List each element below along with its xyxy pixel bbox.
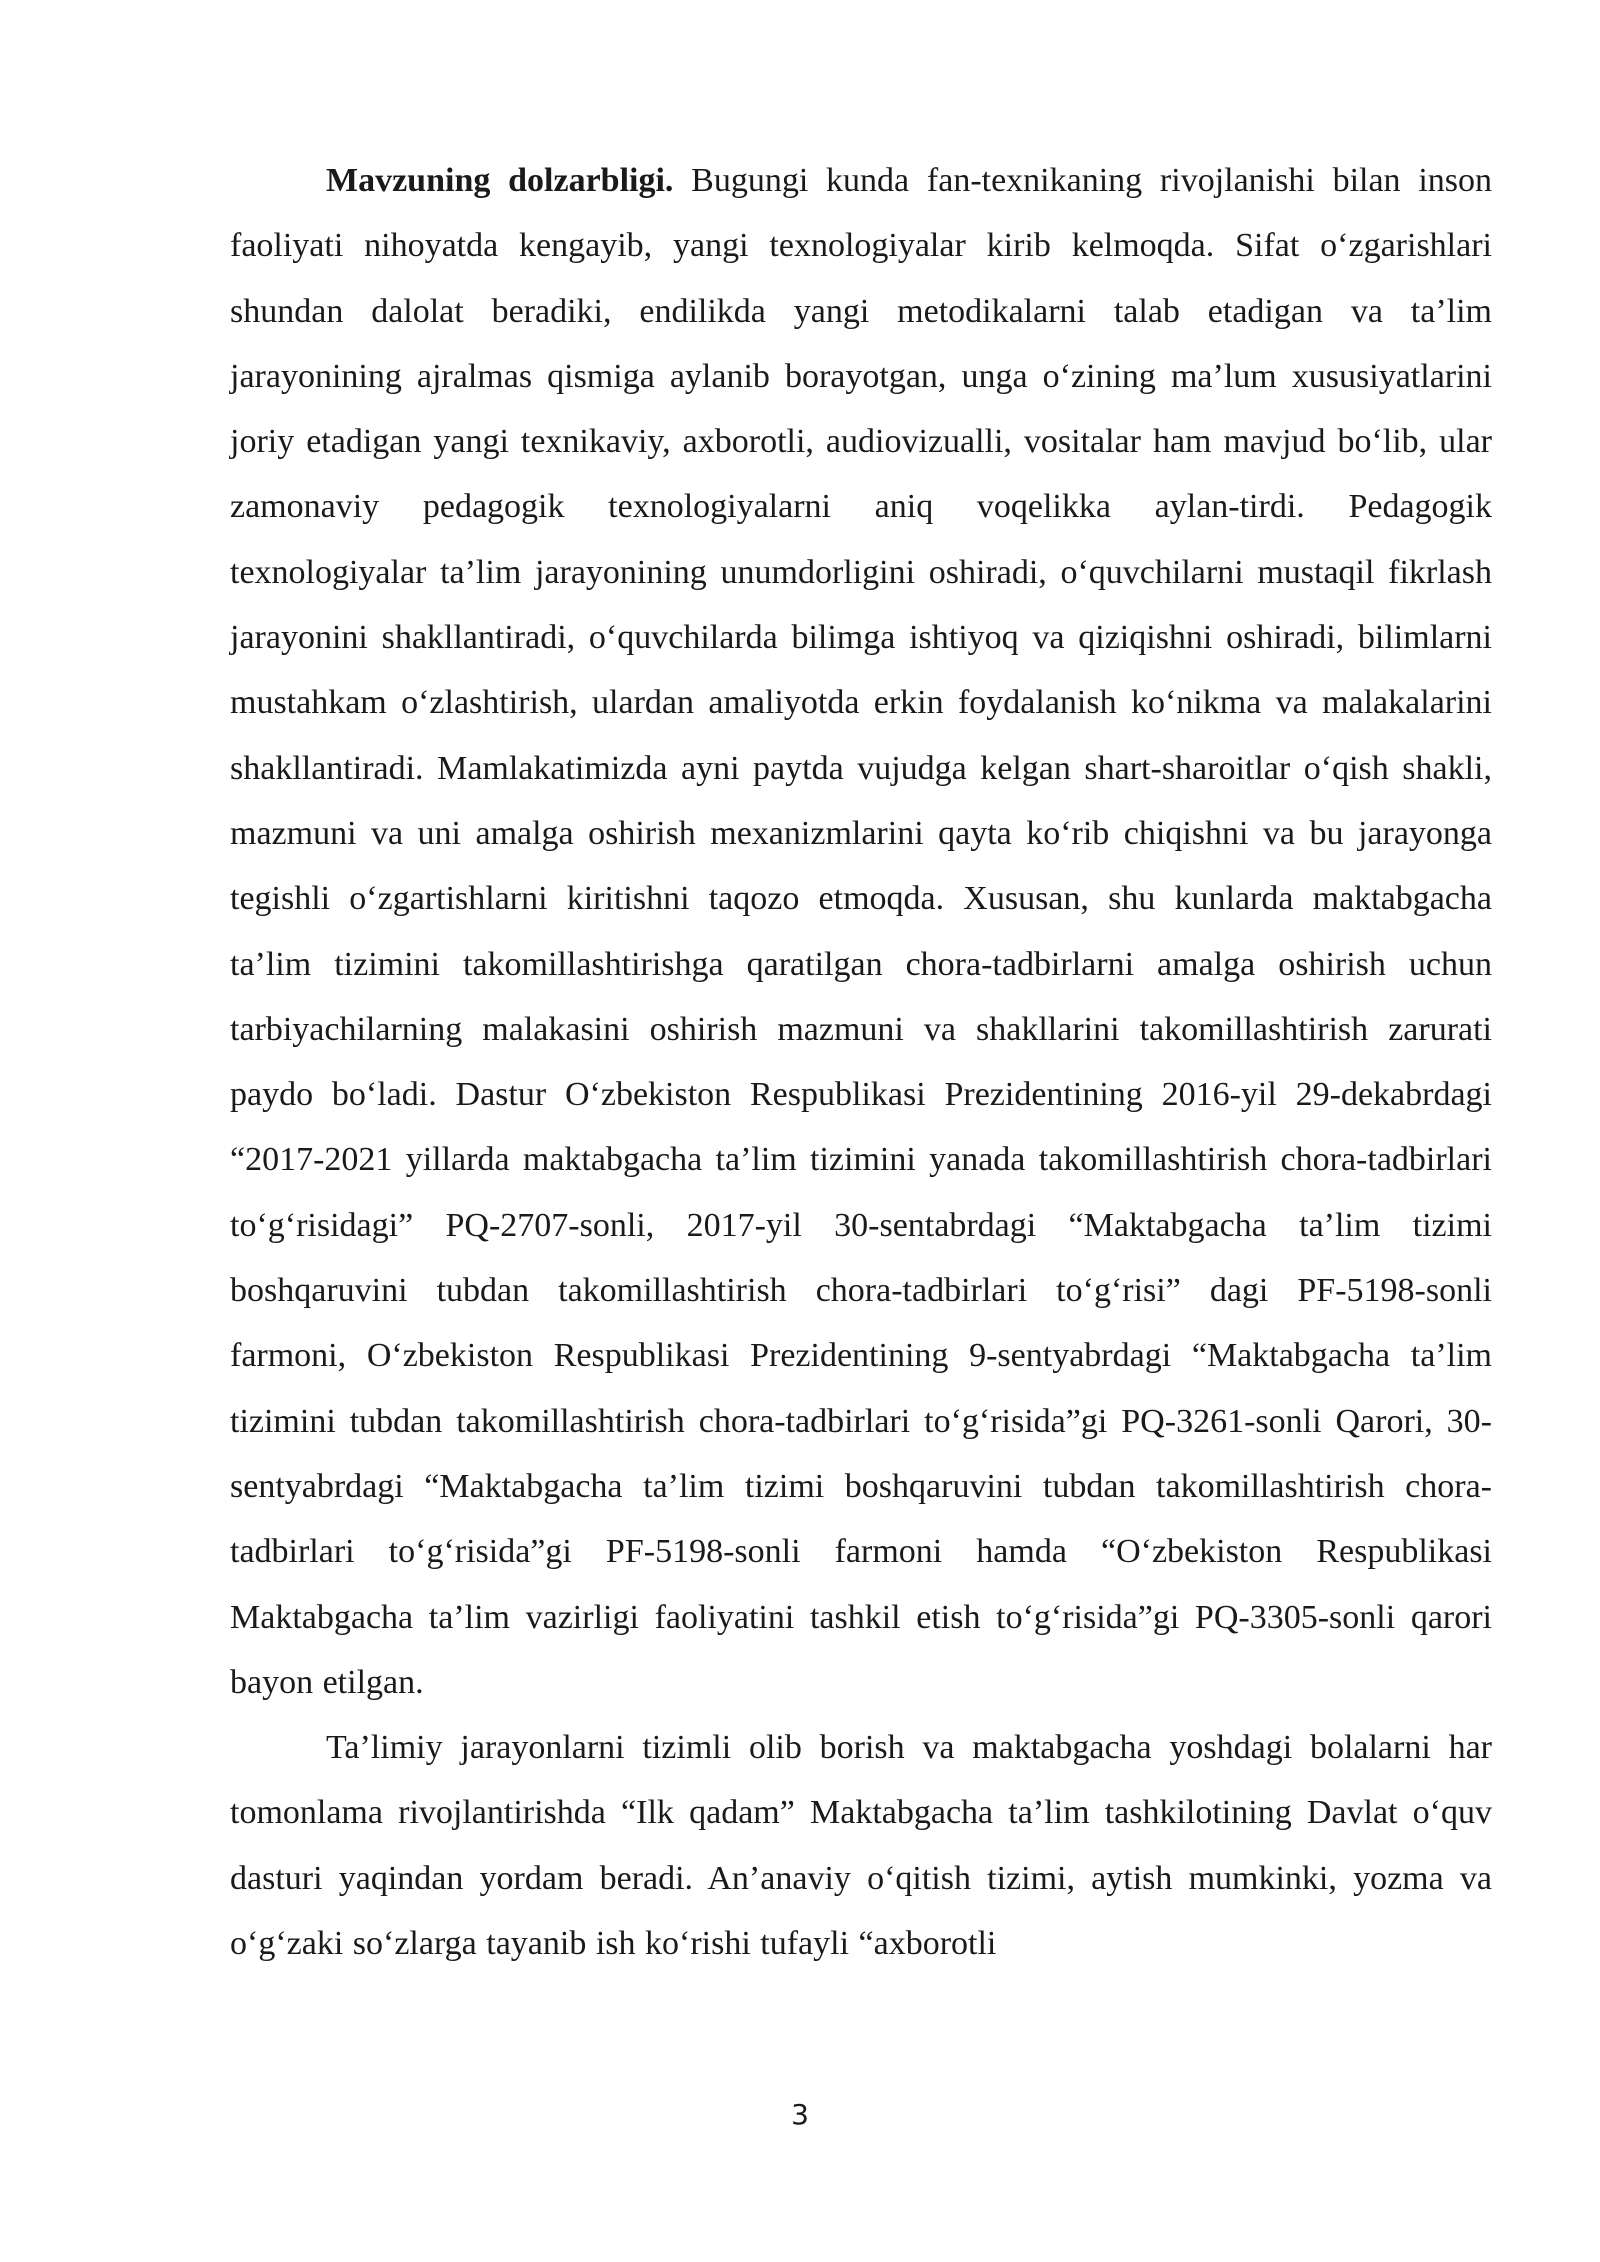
- paragraph-curriculum: Ta’limiy jarayonlarni tizimli olib borish va maktabgacha yoshdagi bolalarni har tomonlama rivojlantirishda “Ilk qadam” Maktabgacha ta’lim tashkilotining Davlat o‘quv dasturi yaqindan yordam beradi. An’anaviy o‘qitish tizimi, aytish mumkinki, yozma va o‘g‘zaki so‘zlarga tayanib ish ko‘rishi tufayli “axborotli: [230, 1729, 1492, 1963]
- page-number: 3: [791, 2098, 809, 2131]
- paragraph-heading: Mavzuning dolzarbligi.: [326, 162, 674, 199]
- document-page: [230, 148, 1492, 1976]
- paragraph-relevance: [230, 148, 1492, 1715]
- paragraph-body: Bugungi kunda fan-texnikaning rivojlanishi bilan inson faoliyati nihoyatda kengayib, yangi texnologiyalar kirib kelmoqda. Sifat o‘zgarishlari shundan dalolat beradiki, endilikda yangi metodikalarni talab etadigan va ta’lim jarayonining ajralmas qismiga aylanib borayotgan, unga o‘zining ma’lum xususiyatlarini joriy etadigan yangi texnikaviy, axborotli, audiovizualli, vositalar ham mavjud bo‘lib, ular zamonaviy pedagogik texnologiyalarni aniq voqelikka aylan-tirdi. Pedagogik texnologiyalar ta’lim jarayonining unumdorligini oshiradi, o‘quvchilarni mustaqil fikrlash jarayonini shakllantiradi, o‘quvchilarda bilimga ishtiyoq va qiziqishni oshiradi, bilimlarni mustahkam o‘zlashtirish, ulardan amaliyotda erkin foydalanish ko‘nikma va malakalarini shakllantiradi. Mamlakatimizda ayni paytda vujudga kelgan shart-sharoitlar o‘qish shakli, mazmuni va uni amalga oshirish mexanizmlarini qayta ko‘rib chiqishni va bu jarayonga tegishli o‘zgartishlarni kiritishni taqozo etmoqda. Xususan, shu kunlarda maktabgacha ta’lim tizimini takomillashtirishga qaratilgan chora-tadbirlarni amalga oshirish uchun tarbiyachilarning malakasini oshirish mazmuni va shakllarini takomillashtirish zarurati paydo bo‘ladi. Dastur O‘zbekiston Respublikasi Prezidentining 2016-yil 29-dekabrdagi “2017-2021 yillarda maktabgacha ta’lim tizimini yanada takomillashtirish chora-tadbirlari to‘g‘risidagi” PQ-2707-sonli, 2017-yil 30-sentabrdagi “Maktabgacha ta’lim tizimi boshqaruvini tubdan takomillashtirish chora-tadbirlari to‘g‘risi” dagi PF-5198-sonli farmoni, O‘zbekiston Respublikasi Prezidentining 9-sentyabrdagi “Maktabgacha ta’lim tizimini tubdan takomillashtirish chora-tadbirlari to‘g‘risida”gi PQ-3261-sonli Qarori, 30-sentyabrdagi “Maktabgacha ta’lim tizimi boshqaruvini tubdan takomillashtirish chora-tadbirlari to‘g‘risida”gi PF-5198-sonli farmoni hamda “O‘zbekiston Respublikasi Maktabgacha ta’lim vazirligi faoliyatini tashkil etish to‘g‘risida”gi PQ-3305-sonli qarori bayon etilgan.: [230, 162, 1492, 1701]
